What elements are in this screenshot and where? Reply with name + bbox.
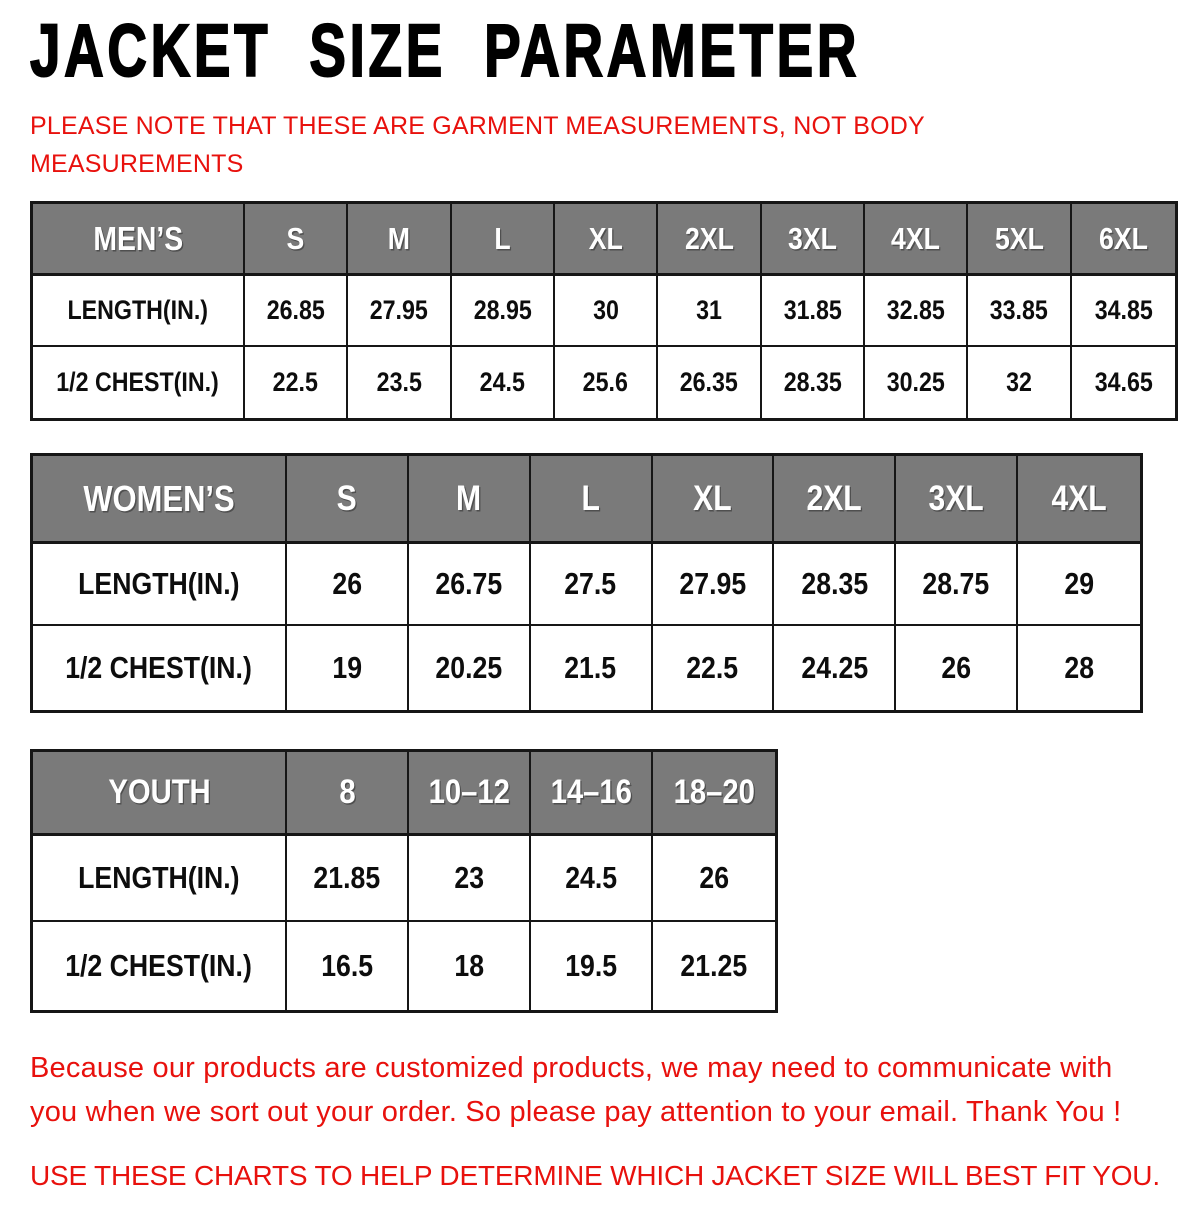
mens-size-header-cell xyxy=(1072,204,1175,276)
mens-value-cell xyxy=(555,276,658,347)
womens-value-cell-text: 20.25 xyxy=(435,650,503,686)
womens-size-header-cell-text: 2XL xyxy=(806,478,862,518)
mens-value-cell-text: 30.25 xyxy=(886,367,945,398)
mens-value-cell xyxy=(245,347,348,418)
youth-value-cell xyxy=(409,922,531,1010)
custom-order-note: Because our products are customized products, we may need to communicate with you when we sort out your order. So please pay attention to your email. Thank You ! xyxy=(30,1052,1122,1128)
womens-value-cell-text: 22.5 xyxy=(686,650,739,686)
womens-value-cell-text: 28 xyxy=(1064,650,1094,686)
womens-value-cell-text: 27.95 xyxy=(679,566,746,602)
mens-row-label-cell-text: LENGTH(IN.) xyxy=(67,295,209,326)
womens-value-cell xyxy=(531,626,653,710)
mens-value-cell xyxy=(452,276,555,347)
mens-size-header-cell xyxy=(348,204,451,276)
mens-value-cell xyxy=(348,276,451,347)
womens-value-cell-text: 24.25 xyxy=(800,650,868,686)
youth-group-label-cell xyxy=(33,752,287,836)
womens-value-cell xyxy=(774,544,896,626)
mens-value-cell-text: 31 xyxy=(696,295,722,326)
mens-value-cell xyxy=(658,276,761,347)
youth-value-cell xyxy=(287,922,409,1010)
mens-value-cell-text: 22.5 xyxy=(273,367,319,398)
womens-size-header-cell xyxy=(896,456,1018,544)
womens-row-label-cell xyxy=(33,544,287,626)
mens-value-cell-text: 28.35 xyxy=(783,367,842,398)
womens-size-header-cell xyxy=(774,456,896,544)
mens-value-cell-text: 33.85 xyxy=(989,295,1049,326)
womens-group-label-cell xyxy=(33,456,287,544)
mens-size-header-cell-text: 3XL xyxy=(787,220,837,256)
womens-size-header-cell-text: 3XL xyxy=(928,478,984,518)
mens-size-header-cell xyxy=(452,204,555,276)
mens-value-cell xyxy=(968,276,1071,347)
womens-value-cell xyxy=(409,626,531,710)
mens-value-cell xyxy=(968,347,1071,418)
mens-row-label-cell xyxy=(33,347,245,418)
fit-advice-note: USE THESE CHARTS TO HELP DETERMINE WHICH JACKET SIZE WILL BEST FIT YOU. xyxy=(30,1160,1160,1192)
mens-value-cell-text: 30 xyxy=(592,295,619,326)
womens-size-table xyxy=(30,453,1143,713)
youth-value-cell-text: 23 xyxy=(454,860,484,896)
mens-value-cell-text: 24.5 xyxy=(479,367,525,398)
womens-value-cell-text: 26 xyxy=(941,650,972,686)
womens-value-cell xyxy=(409,544,531,626)
youth-group-label-cell-text: YOUTH xyxy=(107,773,211,812)
youth-value-cell-text: 21.85 xyxy=(313,860,381,896)
womens-value-cell xyxy=(1018,626,1140,710)
mens-value-cell xyxy=(245,276,348,347)
mens-value-cell xyxy=(348,347,451,418)
youth-value-cell xyxy=(653,922,775,1010)
youth-row-label-cell-text: 1/2 CHEST(IN.) xyxy=(65,948,253,984)
womens-size-header-cell xyxy=(653,456,775,544)
mens-value-cell-text: 28.95 xyxy=(473,295,532,326)
mens-size-table xyxy=(30,201,1178,421)
mens-value-cell xyxy=(1072,347,1175,418)
mens-value-cell xyxy=(658,347,761,418)
mens-size-header-cell xyxy=(865,204,968,276)
mens-row-label-cell-text: 1/2 CHEST(IN.) xyxy=(56,367,220,398)
womens-value-cell-text: 28.35 xyxy=(800,566,868,602)
mens-size-header-cell-text: 4XL xyxy=(891,220,941,256)
mens-value-cell xyxy=(762,347,865,418)
womens-value-cell xyxy=(653,626,775,710)
mens-value-cell-text: 32.85 xyxy=(886,295,945,326)
womens-value-cell-text: 29 xyxy=(1064,566,1094,602)
youth-size-header-cell xyxy=(287,752,409,836)
youth-value-cell xyxy=(409,836,531,922)
mens-size-header-cell xyxy=(555,204,658,276)
womens-value-cell-text: 27.5 xyxy=(564,566,617,602)
womens-value-cell-text: 19 xyxy=(332,650,362,686)
youth-value-cell-text: 21.25 xyxy=(680,948,748,984)
womens-size-header-cell-text: XL xyxy=(693,478,732,518)
mens-value-cell-text: 26.85 xyxy=(266,295,325,326)
mens-size-header-cell xyxy=(762,204,865,276)
womens-size-header-cell-text: M xyxy=(456,478,482,518)
size-tables-container xyxy=(30,201,1172,1013)
womens-size-header-cell-text: S xyxy=(336,478,357,518)
youth-value-cell xyxy=(531,922,653,1010)
youth-value-cell xyxy=(531,836,653,922)
youth-size-header-cell xyxy=(531,752,653,836)
youth-size-header-cell-text: 8 xyxy=(338,773,356,812)
mens-value-cell-text: 32 xyxy=(1006,367,1032,398)
page-title: JACKET SIZE PARAMETER xyxy=(30,9,861,92)
youth-value-cell-text: 24.5 xyxy=(565,860,617,896)
mens-value-cell xyxy=(452,347,555,418)
mens-value-cell-text: 31.85 xyxy=(783,295,842,326)
mens-value-cell-text: 23.5 xyxy=(376,367,422,398)
mens-size-header-cell xyxy=(658,204,761,276)
mens-size-header-cell-text: S xyxy=(286,220,305,256)
mens-value-cell-text: 25.6 xyxy=(583,367,629,398)
mens-size-header-cell-text: 2XL xyxy=(684,220,734,256)
mens-value-cell-text: 34.65 xyxy=(1094,367,1153,398)
mens-size-header-cell xyxy=(245,204,348,276)
youth-value-cell-text: 26 xyxy=(699,860,729,896)
womens-value-cell xyxy=(287,626,409,710)
womens-value-cell-text: 28.75 xyxy=(922,566,990,602)
mens-size-header-cell xyxy=(968,204,1071,276)
mens-row-label-cell xyxy=(33,276,245,347)
youth-value-cell-text: 19.5 xyxy=(565,948,617,984)
mens-size-header-cell-text: M xyxy=(387,220,411,256)
mens-value-cell xyxy=(1072,276,1175,347)
mens-value-cell-text: 26.35 xyxy=(679,367,739,398)
womens-size-header-cell-text: L xyxy=(581,478,600,518)
mens-value-cell xyxy=(555,347,658,418)
youth-value-cell-text: 16.5 xyxy=(321,948,373,984)
mens-group-label-cell-text: MEN’S xyxy=(93,219,183,257)
mens-value-cell xyxy=(762,276,865,347)
youth-size-table xyxy=(30,749,778,1013)
mens-value-cell-text: 27.95 xyxy=(369,295,429,326)
youth-row-label-cell-text: LENGTH(IN.) xyxy=(78,860,240,896)
womens-value-cell-text: 26 xyxy=(332,566,362,602)
womens-value-cell xyxy=(531,544,653,626)
womens-row-label-cell-text: 1/2 CHEST(IN.) xyxy=(65,650,253,686)
womens-value-cell-text: 21.5 xyxy=(564,650,617,686)
womens-value-cell-text: 26.75 xyxy=(435,566,503,602)
womens-size-header-cell xyxy=(409,456,531,544)
mens-size-header-cell-text: 6XL xyxy=(1098,220,1148,256)
youth-row-label-cell xyxy=(33,836,287,922)
mens-size-header-cell-text: 5XL xyxy=(994,220,1044,256)
mens-group-label-cell xyxy=(33,204,245,276)
womens-value-cell xyxy=(896,626,1018,710)
womens-value-cell xyxy=(653,544,775,626)
womens-value-cell xyxy=(774,626,896,710)
mens-size-header-cell-text: L xyxy=(494,220,511,256)
youth-size-header-cell-text: 18–20 xyxy=(673,773,755,812)
womens-value-cell xyxy=(1018,544,1140,626)
youth-size-header-cell-text: 10–12 xyxy=(428,773,510,812)
mens-value-cell xyxy=(865,347,968,418)
youth-size-header-cell xyxy=(409,752,531,836)
youth-value-cell xyxy=(287,836,409,922)
womens-row-label-cell xyxy=(33,626,287,710)
womens-size-header-cell-text: 4XL xyxy=(1051,478,1107,518)
mens-value-cell xyxy=(865,276,968,347)
garment-measurement-note: PLEASE NOTE THAT THESE ARE GARMENT MEASUREMENTS, NOT BODY MEASUREMENTS xyxy=(30,112,925,178)
youth-value-cell-text: 18 xyxy=(454,948,484,984)
mens-size-header-cell-text: XL xyxy=(588,220,623,256)
womens-size-header-cell xyxy=(531,456,653,544)
womens-group-label-cell-text: WOMEN’S xyxy=(83,477,235,519)
womens-row-label-cell-text: LENGTH(IN.) xyxy=(78,566,240,602)
womens-value-cell xyxy=(287,544,409,626)
youth-size-header-cell xyxy=(653,752,775,836)
mens-value-cell-text: 34.85 xyxy=(1094,295,1153,326)
youth-value-cell xyxy=(653,836,775,922)
size-chart-page xyxy=(0,9,1200,1192)
womens-size-header-cell xyxy=(287,456,409,544)
womens-value-cell xyxy=(896,544,1018,626)
womens-size-header-cell xyxy=(1018,456,1140,544)
youth-row-label-cell xyxy=(33,922,287,1010)
youth-size-header-cell-text: 14–16 xyxy=(550,773,632,812)
